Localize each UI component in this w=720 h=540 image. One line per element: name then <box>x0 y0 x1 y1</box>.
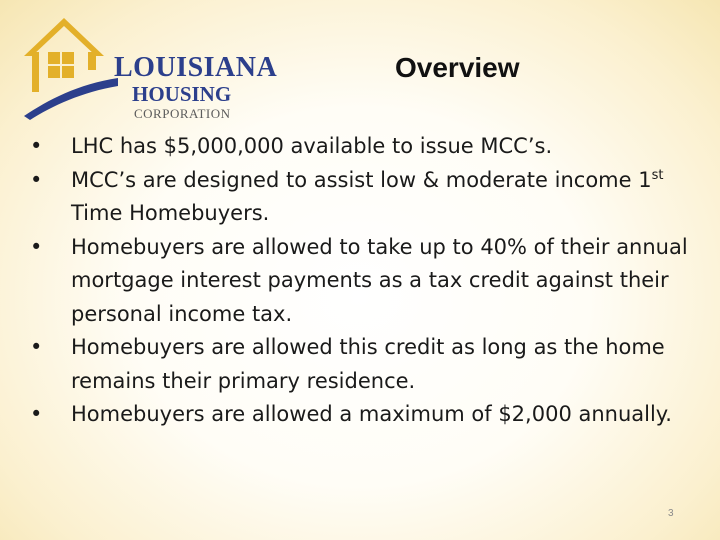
bullet-item <box>30 164 690 231</box>
bullet-text: Homebuyers are allowed this credit as long as the home remains their primary residence. <box>71 335 665 393</box>
logo-line-2: HOUSING <box>132 82 232 106</box>
logo-wordmark <box>114 54 277 120</box>
ordinal-superscript: st <box>651 167 664 183</box>
louisiana-housing-logo <box>18 12 278 122</box>
bullet-item <box>30 231 690 332</box>
bullet-item <box>30 331 690 398</box>
house-logo-icon <box>18 12 118 122</box>
bullet-text: Homebuyers are allowed a maximum of $2,000 annually. <box>71 402 672 426</box>
slide-title: Overview <box>395 52 520 83</box>
bullet-text: Homebuyers are allowed to take up to 40% of their annual mortgage interest payments as a tax credit against their personal income tax. <box>71 234 688 326</box>
bullet-list <box>30 130 690 432</box>
bullet-item <box>30 130 690 164</box>
bullet-text-continued: Time Homebuyers. <box>71 201 270 225</box>
bullet-text: LHC has $5,000,000 available to issue MCC’s. <box>71 134 553 158</box>
logo-line-3: CORPORATION <box>134 106 231 121</box>
bullet-item <box>30 398 690 432</box>
bullet-text: MCC’s are designed to assist low & moderate income 1 <box>71 167 652 192</box>
page-number: 3 <box>668 508 674 519</box>
logo-line-1: LOUISIANA <box>114 52 278 83</box>
